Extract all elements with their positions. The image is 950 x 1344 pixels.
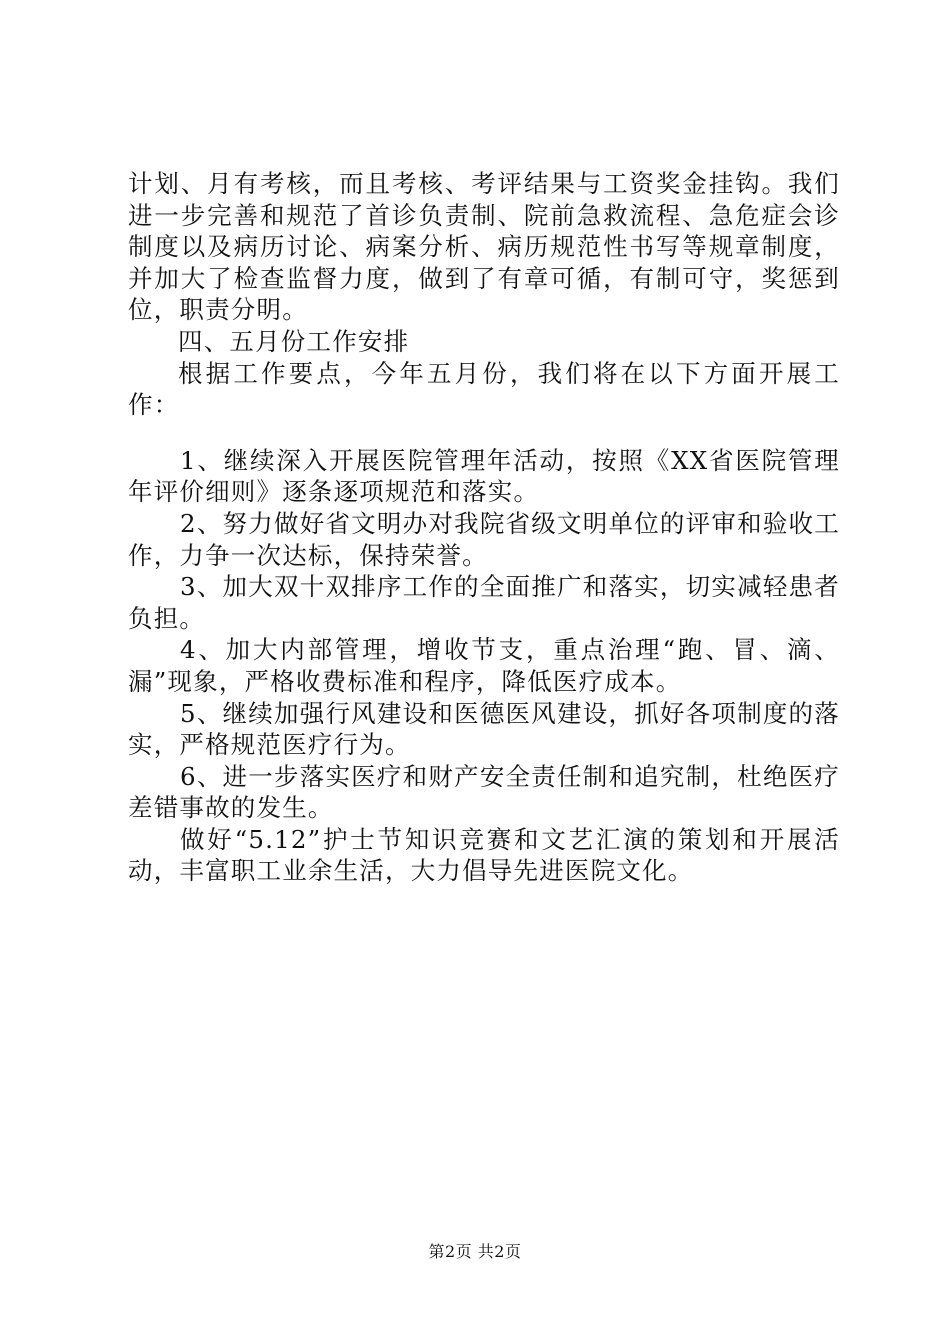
- list-item: 2、努力做好省文明办对我院省级文明单位的评审和验收工作，力争一次达标，保持荣誉。: [128, 508, 840, 570]
- list-item: 3、加大双十双排序工作的全面推广和落实，切实减轻患者负担。: [128, 572, 840, 633]
- page-number-footer: 第2页 共2页: [428, 1242, 522, 1261]
- paragraph-intro: 根据工作要点，今年五月份，我们将在以下方面开展工作：: [128, 358, 840, 420]
- list-item: 1、继续深入开展医院管理年活动，按照《XX省医院管理年评价细则》逐条逐项规范和落实。: [128, 445, 840, 507]
- list-item: 6、进一步落实医疗和财产安全责任制和追究制，杜绝医疗差错事故的发生。: [128, 761, 840, 823]
- list-item: 做好“5.12”护士节知识竞赛和文艺汇演的策划和开展活动，丰富职工业余生活，大力倡导先进医院文化。: [128, 824, 840, 886]
- section-heading: 四、五月份工作安排: [178, 326, 410, 356]
- paragraph-continuation: 计划、月有考核，而且考核、考评结果与工资奖金挂钩。我们进一步完善和规范了首诊负责制、院前急救流程、急危症会诊制度以及病历讨论、病案分析、病历规范性书写等规章制度，并加大了检查监督力度，做到了有章可循，有制可守，奖惩到位，职责分明。: [128, 169, 840, 325]
- document-body: [128, 168, 840, 887]
- list-item: 4、加大内部管理，增收节支，重点治理“跑、冒、滴、漏”现象，严格收费标准和程序，降低医疗成本。: [128, 635, 840, 696]
- paragraph-gap: [128, 421, 840, 445]
- list-item: 5、继续加强行风建设和医德医风建设，抓好各项制度的落实，严格规范医疗行为。: [128, 698, 840, 760]
